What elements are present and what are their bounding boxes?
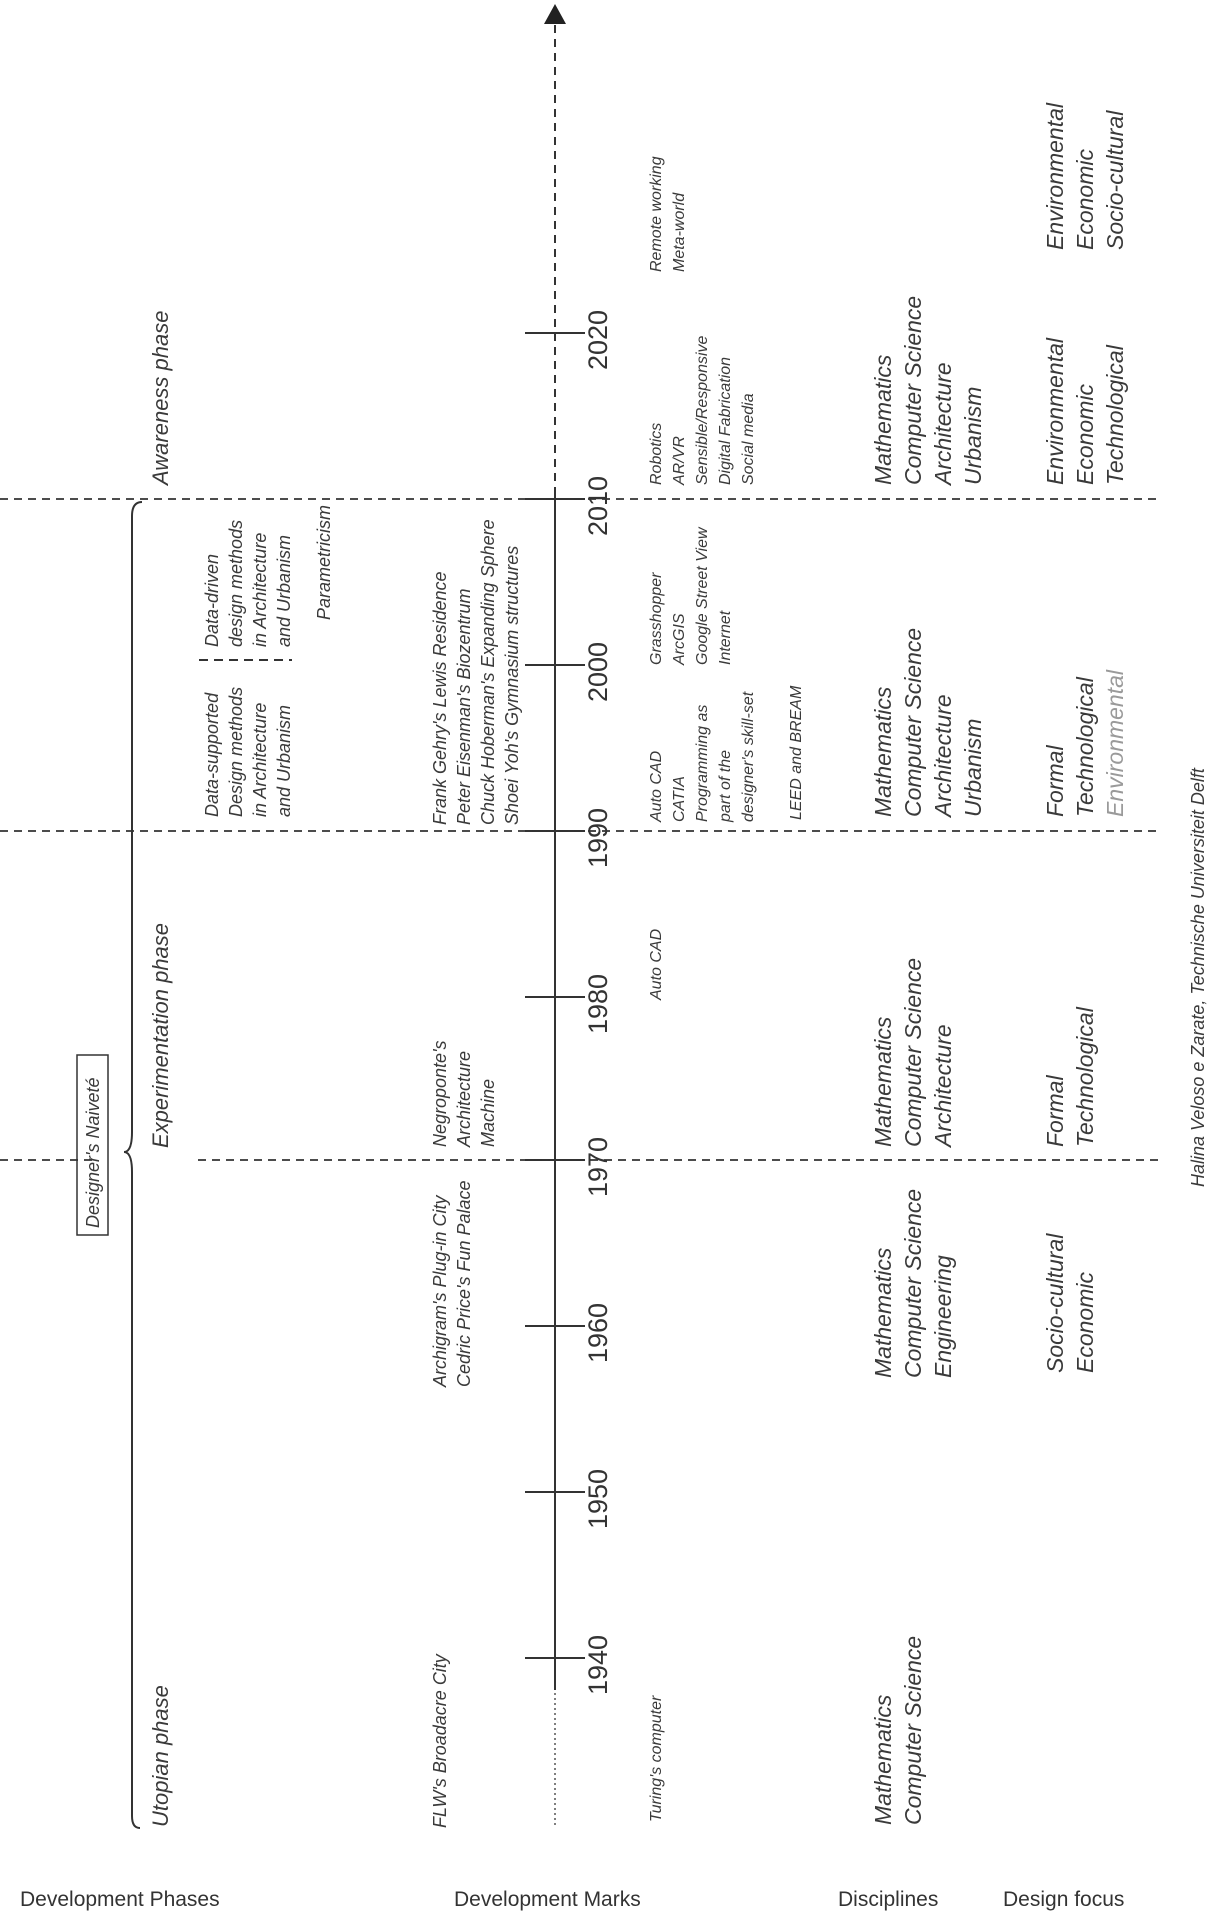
tech-2000: Grasshopper ArcGIS Google Street View Internet [648,527,734,665]
phase-brace [124,502,142,1828]
phase-experimentation: Experimentation phase [148,922,173,1148]
tech-1990: Auto CAD CATIA Programming as part of the designer's skill-set [648,691,757,822]
disciplines-1970: Mathematics Computer Science Architecture [870,957,956,1147]
approach-parametricism: Parametricism [314,504,334,620]
tech-1990-leed: LEED and BREAM [788,685,805,820]
phase-utopian: Utopian phase [148,1685,173,1827]
focus-1970: Formal Technological [1042,1007,1098,1147]
year-2010: 2010 [583,475,613,536]
tech-2010: Robotics AR/VR Sensible/Responsive Digital Fabrication Social media [648,335,757,485]
year-1980: 1980 [583,973,613,1034]
header-design-focus: Design focus [1003,1888,1125,1911]
header-development-marks: Development Marks [454,1888,641,1911]
projects-1990: Frank Gehry's Lewis Residence Peter Eisenman's Biozentrum Chuck Hoberman's Expanding Sphere Shoei Yoh's Gymnasium structures [430,519,522,825]
disciplines-1940: Mathematics Computer Science [870,1635,926,1825]
projects-1970: Negroponte's Architecture Machine [430,1040,498,1147]
year-2000: 2000 [583,641,613,702]
approach-data-driven: Data-driven design methods in Architecture and Urbanism [202,519,294,647]
phase-awareness: Awareness phase [148,310,173,485]
focus-1990: Formal Technological Environmental [1042,669,1128,817]
disciplines-1960: Mathematics Computer Science Engineering [870,1188,956,1378]
approach-data-supported: Data-supported Design methods in Architecture and Urbanism [202,686,294,817]
tech-2020: Remote working Meta-world [648,156,688,272]
year-1990: 1990 [583,807,613,868]
year-1940: 1940 [583,1634,613,1695]
year-1960: 1960 [583,1302,613,1363]
naivete-label: Designer's Naiveté [83,1077,103,1228]
year-2020: 2020 [583,309,613,370]
header-disciplines: Disciplines [838,1888,939,1911]
project-1940: FLW's Broadacre City [430,1654,450,1828]
disciplines-2010: Mathematics Computer Science Architecture Urbanism [870,295,986,485]
timeline-arrow-icon [544,4,566,24]
focus-1960: Socio-cultural Economic [1042,1233,1098,1373]
focus-2010: Environmental Economic Technological [1042,337,1128,485]
header-development-phases: Development Phases [20,1888,220,1911]
projects-1960: Archigram's Plug-in City Cedric Price's Fun Palace [430,1180,474,1387]
author-credit: Halina Veloso e Zarate, Technische Universiteit Delft [1188,768,1208,1187]
disciplines-1990: Mathematics Computer Science Architecture Urbanism [870,627,986,817]
tech-1980: Auto CAD [648,928,665,1000]
year-1970: 1970 [583,1136,613,1197]
focus-2020: Environmental Economic Socio-cultural [1042,102,1128,250]
tech-1940: Turing's computer [648,1695,665,1822]
year-1950: 1950 [583,1468,613,1529]
